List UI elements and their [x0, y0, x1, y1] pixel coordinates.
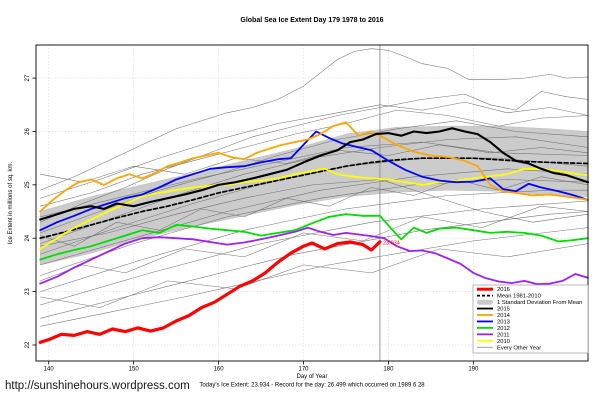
y-tick-label: 23 [25, 288, 32, 295]
y-tick-label: 26 [24, 128, 31, 135]
legend-label: Every Other Year [497, 345, 542, 352]
legend-label: 2016 [497, 287, 510, 294]
legend-label: 2010 [497, 338, 510, 345]
x-tick-label: 150 [128, 366, 139, 373]
legend-label: 1 Standard Deviation From Mean [497, 300, 583, 307]
legend-swatch-band [477, 300, 493, 305]
x-tick-label: 160 [213, 366, 224, 373]
x-tick-label: 140 [43, 366, 54, 373]
legend-label: Mean 1981-2010 [497, 293, 541, 300]
x-tick-label: 170 [298, 366, 309, 373]
x-axis-label: Day of Year [296, 374, 328, 380]
y-tick-label: 24 [25, 234, 32, 242]
y-tick-label: 27 [24, 74, 31, 82]
legend-label: 2011 [497, 332, 510, 339]
footer-caption: Today's Ice Extent: 23.934 - Record for the day: 26.499 which occurred on 1989 6 28 [199, 382, 425, 389]
y-tick-label: 25 [24, 181, 31, 189]
legend-label: 2013 [497, 319, 510, 326]
legend-label: 2012 [497, 325, 510, 332]
legend-label: 2014 [497, 313, 510, 319]
y-tick-label: 22 [24, 341, 31, 349]
site-url: http://sunshinehours.wordpress.com [5, 380, 190, 392]
chart-title: Global Sea Ice Extent Day 179 1978 to 2016 [240, 17, 384, 24]
current-value-annotation: 23.934 [382, 240, 400, 247]
x-tick-label: 190 [468, 366, 479, 373]
legend-label: 2015 [497, 306, 510, 313]
y-axis-label: Ice Extent in millions of sq. km. [8, 161, 14, 245]
x-tick-label: 180 [383, 366, 394, 373]
